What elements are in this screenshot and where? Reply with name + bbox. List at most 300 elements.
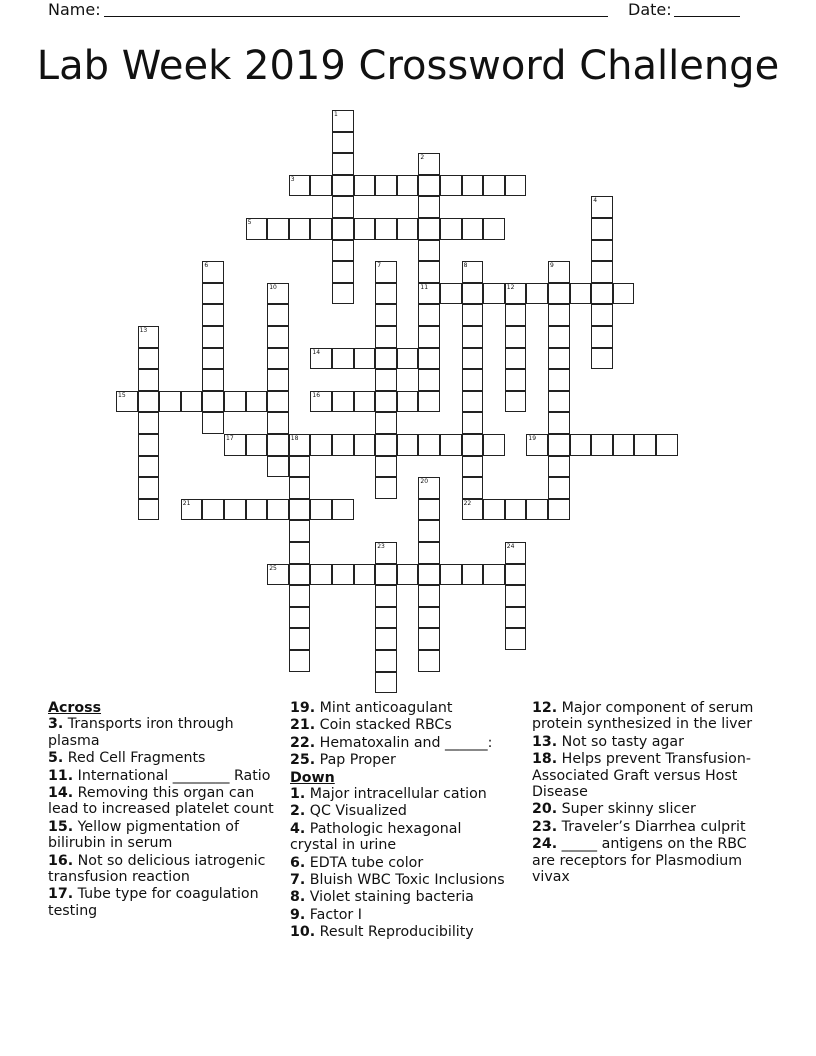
grid-cell[interactable] — [548, 348, 570, 370]
grid-cell[interactable] — [375, 412, 397, 434]
grid-cell[interactable] — [354, 175, 376, 197]
grid-cell[interactable] — [505, 283, 527, 305]
grid-cell[interactable] — [267, 434, 289, 456]
clue-number-label: 3 — [290, 175, 295, 183]
grid-cell[interactable] — [483, 434, 505, 456]
grid-cell[interactable] — [418, 520, 440, 542]
grid-cell[interactable] — [462, 456, 484, 478]
grid-cell[interactable] — [591, 304, 613, 326]
grid-cell[interactable] — [397, 434, 419, 456]
date-label: Date: — [628, 0, 672, 19]
clue-number-label: 4 — [593, 197, 598, 205]
grid-cell[interactable] — [483, 499, 505, 521]
clue-number: 12. — [532, 700, 558, 716]
grid-cell[interactable] — [418, 434, 440, 456]
grid-cell[interactable] — [375, 369, 397, 391]
grid-cell[interactable] — [267, 348, 289, 370]
clue-text: Mint anticoagulant — [319, 700, 453, 716]
grid-cell[interactable] — [418, 218, 440, 240]
clue-number: 25. — [290, 752, 316, 769]
grid-cell[interactable] — [267, 564, 289, 586]
grid-cell[interactable] — [138, 434, 160, 456]
grid-cell[interactable] — [375, 175, 397, 197]
grid-cell[interactable] — [548, 456, 570, 478]
clue-text: Pathologic hexagonal crystal in urine — [290, 820, 462, 854]
clue-text: Hematoxalin and ______: — [319, 734, 493, 751]
clue-number-label: 9 — [550, 262, 554, 270]
clue-item — [290, 803, 512, 819]
grid-cell[interactable] — [310, 391, 332, 413]
clue-number: 6. — [290, 854, 306, 871]
grid-cell[interactable] — [591, 348, 613, 370]
grid-cell[interactable] — [289, 607, 311, 629]
grid-cell[interactable] — [332, 132, 354, 154]
grid-cell[interactable] — [224, 499, 246, 521]
grid-cell[interactable] — [116, 391, 138, 413]
grid-cell[interactable] — [462, 261, 484, 283]
grid-cell[interactable] — [181, 499, 203, 521]
grid-cell[interactable] — [267, 499, 289, 521]
clue-number: 10. — [290, 924, 316, 941]
clue-number-label: 15 — [118, 391, 126, 399]
grid-cell[interactable] — [526, 499, 548, 521]
grid-cell[interactable] — [310, 218, 332, 240]
grid-cell[interactable] — [397, 564, 419, 586]
grid-cell[interactable] — [246, 218, 268, 240]
grid-cell[interactable] — [375, 434, 397, 456]
grid-cell[interactable] — [224, 434, 246, 456]
clue-number-label: 21 — [182, 499, 191, 507]
grid-cell[interactable] — [375, 283, 397, 305]
down-heading: Down — [290, 769, 335, 786]
clue-number-label: 14 — [312, 348, 321, 356]
clue-number: 13. — [532, 733, 558, 750]
grid-cell[interactable] — [526, 434, 548, 456]
grid-cell[interactable] — [591, 196, 613, 218]
clue-text: EDTA tube color — [309, 854, 424, 871]
clue-number-label: 18 — [290, 435, 299, 442]
clue-number: 22. — [290, 734, 316, 751]
clue-number: 7. — [290, 872, 306, 889]
grid-cell[interactable] — [505, 499, 527, 521]
grid-cell[interactable] — [138, 477, 160, 499]
grid-cell[interactable] — [548, 499, 570, 521]
grid-cell[interactable] — [375, 607, 397, 629]
clue-number: 23. — [532, 818, 558, 835]
across-heading: Across — [48, 700, 102, 716]
grid-cell[interactable] — [138, 456, 160, 478]
grid-cell[interactable] — [570, 434, 592, 456]
clue-text: Factor I — [309, 906, 362, 923]
grid-cell[interactable] — [332, 240, 354, 262]
clue-item — [48, 886, 276, 919]
grid-cell[interactable] — [505, 175, 527, 197]
grid-cell[interactable] — [354, 434, 376, 456]
grid-cell[interactable] — [462, 434, 484, 456]
grid-cell[interactable] — [202, 283, 224, 305]
grid-cell[interactable] — [310, 175, 332, 197]
grid-cell[interactable] — [418, 326, 440, 348]
grid-cell[interactable] — [656, 434, 678, 456]
grid-cell[interactable] — [332, 218, 354, 240]
grid-cell[interactable] — [505, 326, 527, 348]
grid-cell[interactable] — [375, 348, 397, 370]
grid-cell[interactable] — [505, 391, 527, 413]
clue-text: Red Cell Fragments — [67, 750, 206, 767]
grid-cell[interactable] — [267, 283, 289, 305]
clue-item — [532, 836, 768, 885]
clue-number-label: 12 — [506, 283, 515, 291]
clue-item — [532, 700, 768, 733]
grid-cell[interactable] — [246, 499, 268, 521]
grid-cell[interactable] — [332, 261, 354, 283]
clue-number: 17. — [48, 886, 74, 903]
grid-cell[interactable] — [289, 218, 311, 240]
clue-number-label: 22 — [463, 499, 472, 507]
grid-cell[interactable] — [591, 326, 613, 348]
clue-number: 20. — [532, 801, 558, 818]
grid-cell[interactable] — [332, 391, 354, 413]
clue-number-label: 25 — [269, 564, 277, 572]
grid-cell[interactable] — [462, 175, 484, 197]
grid-cell[interactable] — [548, 369, 570, 391]
grid-cell[interactable] — [483, 283, 505, 305]
grid-cell[interactable] — [332, 499, 354, 521]
grid-cell[interactable] — [613, 434, 635, 456]
clue-number-label: 17 — [226, 435, 234, 442]
clue-number: 2. — [290, 803, 306, 820]
grid-cell[interactable] — [332, 283, 354, 305]
grid-cell[interactable] — [505, 542, 527, 564]
clue-number: 24. — [532, 836, 558, 853]
grid-cell[interactable] — [440, 283, 462, 305]
grid-cell[interactable] — [289, 650, 311, 672]
clue-column-2 — [290, 700, 512, 942]
clue-text: Pap Proper — [319, 752, 396, 769]
grid-cell[interactable] — [548, 283, 570, 305]
grid-cell[interactable] — [202, 348, 224, 370]
clue-item — [290, 821, 512, 854]
clue-number-label: 23 — [377, 543, 385, 550]
clue-item — [48, 819, 276, 852]
grid-cell[interactable] — [375, 650, 397, 672]
grid-cell[interactable] — [397, 175, 419, 197]
grid-cell[interactable] — [138, 499, 160, 521]
grid-cell[interactable] — [224, 391, 246, 413]
clue-item — [290, 786, 512, 802]
grid-cell[interactable] — [138, 369, 160, 391]
grid-cell[interactable] — [375, 477, 397, 499]
grid-cell[interactable] — [505, 585, 527, 607]
grid-cell[interactable] — [548, 304, 570, 326]
grid-cell[interactable] — [462, 348, 484, 370]
grid-cell[interactable] — [267, 412, 289, 434]
grid-cell[interactable] — [181, 391, 203, 413]
clue-number-label: 11 — [420, 283, 429, 291]
grid-cell[interactable] — [462, 412, 484, 434]
clue-text: Violet staining bacteria — [309, 889, 474, 906]
grid-cell[interactable] — [418, 261, 440, 283]
grid-cell[interactable] — [548, 434, 570, 456]
grid-cell[interactable] — [613, 283, 635, 305]
grid-cell[interactable] — [483, 564, 505, 586]
grid-cell[interactable] — [310, 434, 332, 456]
grid-cell[interactable] — [591, 240, 613, 262]
clue-text: Major component of serum protein synthesized in the liver — [532, 700, 754, 733]
grid-cell[interactable] — [591, 434, 613, 456]
grid-cell[interactable] — [202, 412, 224, 434]
grid-cell[interactable] — [418, 304, 440, 326]
clue-number: 18. — [532, 751, 558, 768]
clue-item — [48, 716, 276, 749]
clue-item — [290, 717, 512, 733]
grid-cell[interactable] — [462, 326, 484, 348]
clue-text: Yellow pigmentation of bilirubin in serum — [48, 818, 239, 852]
clue-item — [48, 785, 276, 818]
grid-cell[interactable] — [246, 434, 268, 456]
clue-text: Helps prevent Transfusion-Associated Graft versus Host Disease — [532, 751, 751, 801]
grid-cell[interactable] — [548, 412, 570, 434]
grid-cell[interactable] — [375, 304, 397, 326]
grid-cell[interactable] — [462, 477, 484, 499]
clue-text: Bluish WBC Toxic Inclusions — [309, 872, 505, 889]
grid-cell[interactable] — [526, 283, 548, 305]
clue-item — [290, 872, 512, 888]
grid-cell[interactable] — [397, 218, 419, 240]
grid-cell[interactable] — [418, 564, 440, 586]
grid-cell[interactable] — [375, 218, 397, 240]
grid-cell[interactable] — [289, 477, 311, 499]
clue-item — [532, 801, 768, 817]
grid-cell[interactable] — [332, 348, 354, 370]
page-title: Lab Week 2019 Crossword Challenge — [36, 43, 780, 89]
grid-cell[interactable] — [289, 628, 311, 650]
grid-cell[interactable] — [418, 607, 440, 629]
grid-cell[interactable] — [375, 542, 397, 564]
grid-cell[interactable] — [375, 326, 397, 348]
grid-cell[interactable] — [634, 434, 656, 456]
clue-number-label: 10 — [269, 283, 277, 291]
grid-cell[interactable] — [289, 520, 311, 542]
grid-cell[interactable] — [440, 175, 462, 197]
grid-cell[interactable] — [440, 434, 462, 456]
clue-number-label: 24 — [506, 543, 515, 550]
grid-cell[interactable] — [505, 304, 527, 326]
grid-cell[interactable] — [310, 348, 332, 370]
clue-number: 1. — [290, 786, 306, 803]
grid-cell[interactable] — [418, 348, 440, 370]
clue-item — [290, 855, 512, 871]
clue-number: 19. — [290, 700, 316, 716]
grid-cell[interactable] — [375, 672, 397, 694]
grid-cell[interactable] — [418, 240, 440, 262]
grid-cell[interactable] — [505, 369, 527, 391]
grid-cell[interactable] — [418, 477, 440, 499]
grid-cell[interactable] — [375, 628, 397, 650]
clue-item — [48, 853, 276, 886]
grid-cell[interactable] — [138, 326, 160, 348]
grid-cell[interactable] — [354, 348, 376, 370]
clue-text: Result Reproducibility — [319, 924, 474, 941]
clue-number: 14. — [48, 785, 74, 802]
clue-text: Not so delicious iatrogenic transfusion reaction — [48, 852, 266, 886]
grid-cell[interactable] — [202, 391, 224, 413]
grid-cell[interactable] — [462, 283, 484, 305]
grid-cell[interactable] — [548, 391, 570, 413]
clue-number: 21. — [290, 717, 316, 734]
grid-cell[interactable] — [375, 456, 397, 478]
grid-cell[interactable] — [354, 564, 376, 586]
grid-cell[interactable] — [202, 326, 224, 348]
grid-cell[interactable] — [138, 412, 160, 434]
clue-number-label: 5 — [247, 219, 252, 226]
grid-cell[interactable] — [418, 650, 440, 672]
grid-cell[interactable] — [462, 369, 484, 391]
clue-number-label: 20 — [420, 478, 429, 486]
grid-cell[interactable] — [159, 391, 181, 413]
clue-number: 4. — [290, 820, 306, 837]
grid-cell[interactable] — [548, 326, 570, 348]
grid-cell[interactable] — [440, 564, 462, 586]
grid-cell[interactable] — [418, 542, 440, 564]
grid-cell[interactable] — [375, 585, 397, 607]
clue-text: Super skinny slicer — [561, 801, 696, 818]
grid-cell[interactable] — [570, 283, 592, 305]
grid-cell[interactable] — [289, 499, 311, 521]
grid-cell[interactable] — [462, 391, 484, 413]
clue-text: Traveler’s Diarrhea culprit — [561, 818, 746, 835]
clue-item — [290, 735, 512, 751]
grid-cell[interactable] — [418, 153, 440, 175]
grid-cell[interactable] — [418, 628, 440, 650]
grid-cell[interactable] — [505, 348, 527, 370]
clue-item — [290, 752, 512, 768]
grid-cell[interactable] — [138, 348, 160, 370]
grid-cell[interactable] — [267, 456, 289, 478]
grid-cell[interactable] — [289, 585, 311, 607]
grid-cell[interactable] — [397, 348, 419, 370]
grid-cell[interactable] — [310, 499, 332, 521]
grid-cell[interactable] — [591, 261, 613, 283]
grid-cell[interactable] — [591, 283, 613, 305]
grid-cell[interactable] — [418, 499, 440, 521]
grid-cell[interactable] — [332, 110, 354, 132]
grid-cell[interactable] — [354, 218, 376, 240]
clue-item — [532, 734, 768, 750]
clue-item — [48, 768, 276, 784]
grid-cell[interactable] — [440, 218, 462, 240]
grid-cell[interactable] — [267, 304, 289, 326]
grid-cell[interactable] — [462, 499, 484, 521]
clue-number: 9. — [290, 906, 306, 923]
grid-cell[interactable] — [289, 175, 311, 197]
grid-cell[interactable] — [462, 304, 484, 326]
grid-cell[interactable] — [548, 261, 570, 283]
grid-cell[interactable] — [483, 175, 505, 197]
grid-cell[interactable] — [375, 564, 397, 586]
grid-cell[interactable] — [397, 391, 419, 413]
clue-text: International ________ Ratio — [77, 767, 271, 784]
grid-cell[interactable] — [332, 153, 354, 175]
grid-cell[interactable] — [418, 196, 440, 218]
clue-text: Removing this organ can lead to increased platelet count — [48, 785, 274, 818]
clue-text: _____ antigens on the RBC are receptors for Plasmodium vivax — [532, 836, 747, 886]
grid-cell[interactable] — [462, 218, 484, 240]
grid-cell[interactable] — [289, 434, 311, 456]
grid-cell[interactable] — [462, 564, 484, 586]
grid-cell[interactable] — [332, 434, 354, 456]
grid-cell[interactable] — [267, 218, 289, 240]
grid-cell[interactable] — [418, 283, 440, 305]
clue-text: Tube type for coagulation testing — [48, 886, 259, 919]
clue-number-label: 1 — [334, 111, 338, 118]
clue-number-label: 13 — [139, 327, 148, 334]
clue-text: Coin stacked RBCs — [319, 717, 452, 734]
clue-item — [532, 819, 768, 835]
clue-column-3 — [532, 700, 768, 886]
grid-cell[interactable] — [505, 628, 527, 650]
clue-item — [290, 889, 512, 905]
grid-cell[interactable] — [418, 175, 440, 197]
grid-cell[interactable] — [332, 196, 354, 218]
clue-number: 16. — [48, 852, 74, 869]
clue-number: 11. — [48, 767, 74, 784]
clue-number-label: 16 — [312, 391, 321, 399]
clue-number-label: 2 — [420, 154, 425, 162]
grid-cell[interactable] — [418, 391, 440, 413]
grid-cell[interactable] — [505, 607, 527, 629]
grid-cell[interactable] — [289, 564, 311, 586]
clue-number: 8. — [290, 889, 306, 906]
grid-cell[interactable] — [375, 391, 397, 413]
grid-cell[interactable] — [591, 218, 613, 240]
grid-cell[interactable] — [289, 456, 311, 478]
grid-cell[interactable] — [505, 564, 527, 586]
grid-cell[interactable] — [548, 477, 570, 499]
grid-cell[interactable] — [246, 391, 268, 413]
grid-cell[interactable] — [332, 175, 354, 197]
grid-cell[interactable] — [202, 261, 224, 283]
clue-item — [532, 751, 768, 800]
clue-text: Not so tasty agar — [561, 733, 684, 750]
grid-cell[interactable] — [375, 261, 397, 283]
clue-text: Major intracellular cation — [309, 786, 487, 803]
grid-cell[interactable] — [483, 218, 505, 240]
clue-number: 3. — [48, 716, 64, 733]
clue-item — [290, 700, 512, 716]
grid-cell[interactable] — [354, 391, 376, 413]
grid-cell[interactable] — [267, 326, 289, 348]
clue-column-1 — [48, 700, 276, 920]
grid-cell[interactable] — [202, 369, 224, 391]
clue-item — [48, 750, 276, 766]
grid-cell[interactable] — [289, 542, 311, 564]
grid-cell[interactable] — [267, 369, 289, 391]
grid-cell[interactable] — [418, 369, 440, 391]
name-label: Name: — [48, 0, 101, 19]
grid-cell[interactable] — [418, 585, 440, 607]
clue-item — [290, 924, 512, 940]
grid-cell[interactable] — [332, 564, 354, 586]
clue-number-label: 8 — [463, 262, 468, 270]
clue-text: QC Visualized — [309, 803, 407, 820]
grid-cell[interactable] — [202, 304, 224, 326]
grid-cell[interactable] — [310, 564, 332, 586]
grid-cell[interactable] — [138, 391, 160, 413]
clue-item — [290, 907, 512, 923]
grid-cell[interactable] — [267, 391, 289, 413]
grid-cell[interactable] — [202, 499, 224, 521]
